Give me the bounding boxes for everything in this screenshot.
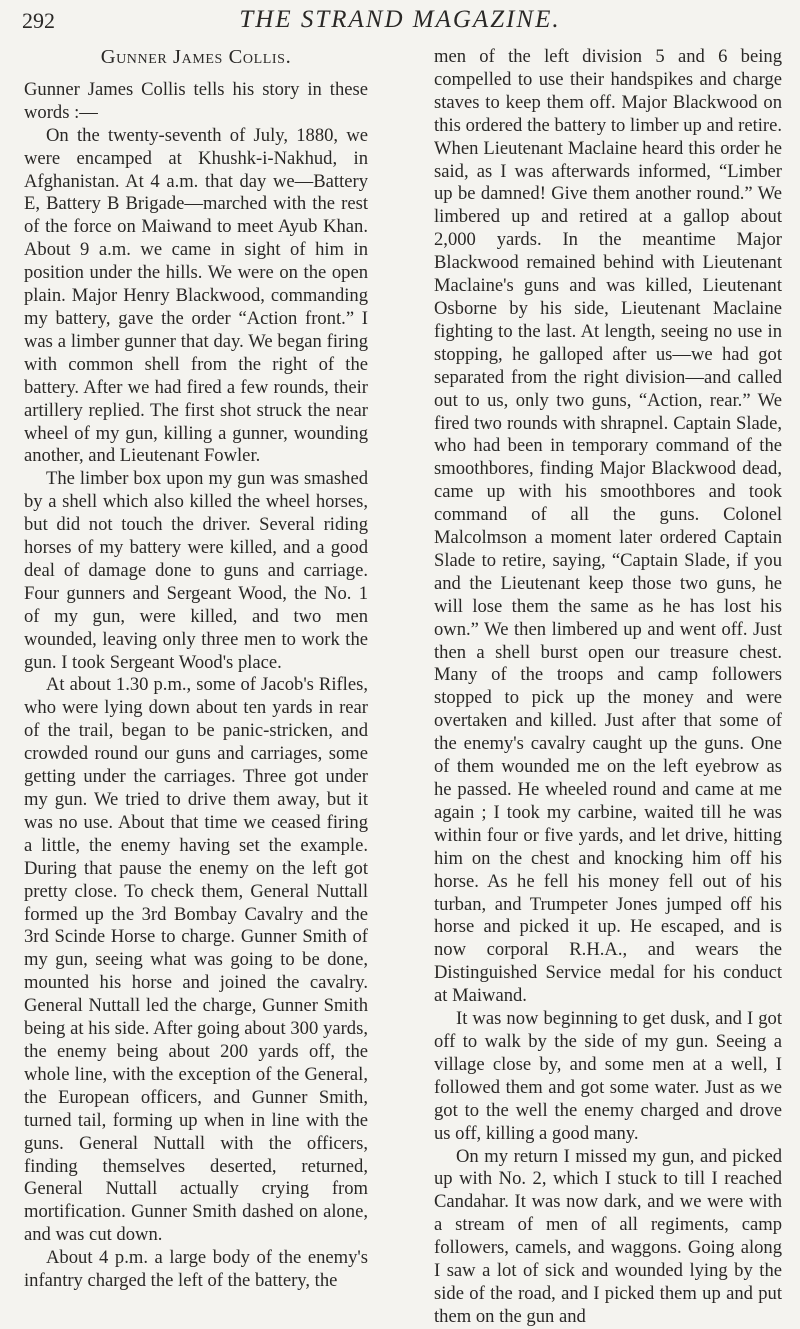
- paragraph: men of the left division 5 and 6 being compelled to use their handspikes and charge staves to keep them off. Major Blackwood on this ordered the battery to limber up and retire. When Lieutenant Maclaine heard this order he said, as I was afterwards informed, “Limber up be damned! Give them another round.” We limbered up and retired at a gallop about 2,000 yards. In the meantime Major Blackwood remained behind with Lieutenant Maclaine's guns and was killed, Lieutenant Osborne by his side, Lieutenant Maclaine fighting to the last. At length, seeing no use in stopping, he galloped after us—we had got separated from the right division—and called out to us, only two guns, “Action, rear.” We fired two rounds with shrapnel. Captain Slade, who had been in temporary command of the smoothbores, finding Major Blackwood dead, came up with his smoothbores and took command of all the guns. Colonel Malcolmson a moment later ordered Captain Slade to retire, saying, “Captain Slade, if you and the Lieutenant keep those two guns, he will lose them the same as he has lost his own.” We then limbered up and went off. Just then a shell burst open our treasure chest. Many of the troops and camp followers stopped to pick up the money and were overtaken and killed. Just after that some of the enemy's cavalry caught up the guns. One of them wounded me on the left eyebrow as he passed. He wheeled round and came at me again ; I took my carbine, waited till he was within four or five yards, and let drive, hitting him on the chest and knocking him off his horse. As he fell his money fell out of his turban, and Trumpeter Jones jumped off his horse and picked it up. He escaped, and is now corporal R.H.A., and wears the Distinguished Service medal for his conduct at Maiwand.: [434, 46, 782, 1007]
- page-number: 292: [22, 8, 55, 33]
- paragraph: On the twenty-seventh of July, 1880, we were encamped at Khushk-i-Nakhud, in Afghanistan. At 4 a.m. that day we—Battery E, Battery B Brigade—marched with the rest of the force on Maiwand to meet Ayub Khan. About 9 a.m. we came in sight of him in position under the hills. We were on the open plain. Major Henry Blackwood, commanding my battery, gave the order “Action front.” I was a limber gunner that day. We began firing with common shell from the right of the battery. After we had fired a few rounds, their artillery replied. The first shot struck the near wheel of my gun, killing a gunner, wounding another, and Lieutenant Fowler.: [24, 124, 368, 467]
- paragraph: On my return I missed my gun, and picked up with No. 2, which I stuck to till I reached Candahar. It was now dark, and we were with a stream of men of all regiments, camp followers, camels, and waggons. Going along I saw a lot of sick and wounded lying by the side of the road, and I picked them up and put them on the gun and: [434, 1145, 782, 1327]
- section-heading: Gunner James Collis.: [100, 46, 292, 68]
- paragraph: It was now beginning to get dusk, and I got off to walk by the side of my gun. Seeing a village close by, and some men at a well, I followed them and got some water. Just as we got to the well the enemy charged and drove us off, killing a good many.: [434, 1008, 782, 1144]
- paragraph: About 4 p.m. a large body of the enemy's infantry charged the left of the battery, the: [24, 1247, 368, 1292]
- right-column: [434, 46, 782, 1329]
- paragraph: At about 1.30 p.m., some of Jacob's Rifles, who were lying down about ten yards in rear of the trail, began to be panic-stricken, and crowded round our guns and carriages, some getting under the carriages. Three got under my gun. We tried to drive them away, but it was no use. About that time we ceased firing a little, the enemy having set the example. During that pause the enemy on the left got pretty close. To check them, General Nuttall formed up the 3rd Bombay Cavalry and the 3rd Scinde Horse to charge. Gunner Smith of my gun, seeing what was going to be done, mounted his horse and joined the cavalry. General Nuttall led the charge, Gunner Smith being at his side. After going about 300 yards, the enemy being about 200 yards off, the whole line, with the exception of the General, the European officers, and Gunner Smith, turned tail, forming up when in line with the guns. General Nuttall with the officers, finding themselves deserted, returned, General Nuttall actually crying from mortification. Gunner Smith dashed on alone, and was cut down.: [24, 674, 368, 1246]
- running-title: THE STRAND MAGAZINE.: [239, 6, 561, 33]
- paragraph: Gunner James Collis tells his story in these words :—: [24, 78, 368, 123]
- left-column: [24, 46, 368, 1293]
- paragraph: The limber box upon my gun was smashed by a shell which also killed the wheel horses, but did not touch the driver. Several riding horses of my battery were killed, and a good deal of damage done to guns and carriage. Four gunners and Sergeant Wood, the No. 1 of my gun, were killed, and two men wounded, leaving only three men to work the gun. I took Sergeant Wood's place.: [24, 468, 368, 673]
